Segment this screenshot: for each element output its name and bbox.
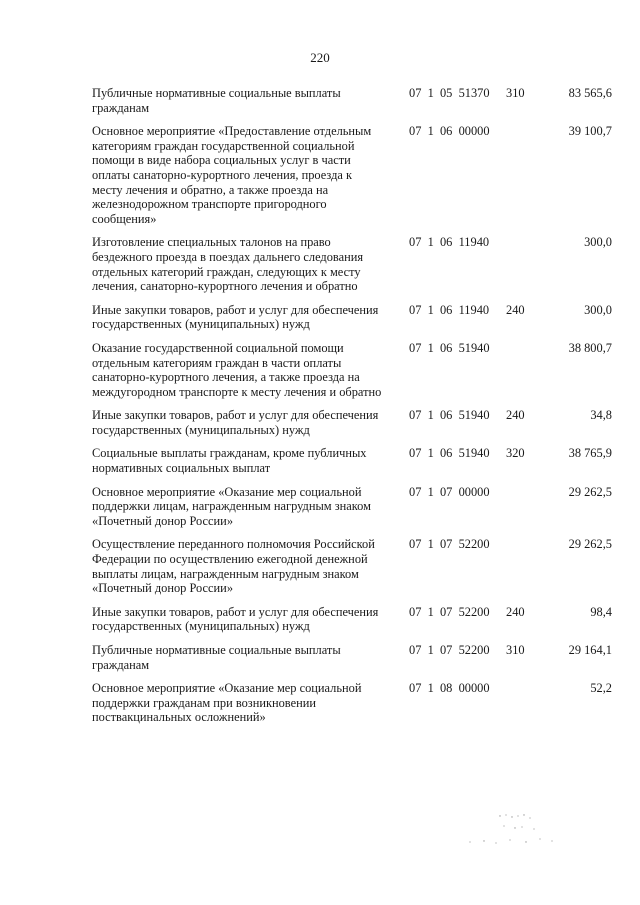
row-sum: 29 262,5: [568, 537, 612, 552]
row-sum: 83 565,6: [568, 86, 612, 100]
row-description: Основное мероприятие «Оказание мер социальной поддержки лицам, награжденным нагрудным знаком «Почетный донор России»: [92, 484, 371, 528]
row-description: Основное мероприятие «Оказание мер социальной поддержки гражданам при возникновении поствакцинальных осложнений»: [92, 681, 362, 725]
row-sum: 34,8: [590, 408, 612, 423]
row-expense-type: 240: [506, 408, 525, 423]
row-code: 07 1 07 52200: [409, 643, 490, 657]
row-description: Оказание государственной социальной помощи отдельным категориям граждан в части оплаты санаторно-курортного лечения, а также проезда на междугородном транспорте к месту лечения и обратно: [92, 340, 382, 399]
row-code: 07 1 07 00000: [409, 484, 490, 499]
row-description: Иные закупки товаров, работ и услуг для обеспечения государственных (муниципальных) нужд: [92, 604, 379, 634]
row-sum: 29 262,5: [568, 484, 612, 499]
row-description: Публичные нормативные социальные выплаты гражданам: [92, 643, 341, 672]
table-row: [92, 408, 612, 437]
row-description: Основное мероприятие «Предоставление отдельным категориям граждан государственной социальной помощи в виде набора социальных услуг в части оплаты санаторно-курортного лечения, проезда к месту лечения и обратно, а также проезда на железнодорожном транспорте пригородного сообщения»: [92, 124, 372, 226]
row-sum: 29 164,1: [568, 643, 612, 657]
row-description: Осуществление переданного полномочия Российской Федерации по осуществлению ежегодной денежной выплаты лицам, награжденным нагрудным знаком «Почетный донор России»: [92, 537, 375, 596]
table-row: [92, 235, 612, 293]
table-row: [92, 86, 612, 115]
table-row: [92, 605, 612, 634]
row-code: 07 1 06 51940: [409, 408, 490, 423]
row-expense-type: 240: [506, 302, 525, 317]
row-code: 07 1 08 00000: [409, 681, 490, 696]
row-code: 07 1 06 11940: [409, 235, 490, 250]
row-sum: 300,0: [584, 302, 612, 317]
row-expense-type: 310: [506, 86, 525, 100]
row-code: 07 1 06 51940: [409, 340, 490, 355]
table-row: [92, 681, 612, 725]
row-description: Изготовление специальных талонов на право бездежного проезда в поездах дальнего следования отдельных категорий граждан, следующих к месту лечения, санаторно-курортного лечения и обратно: [92, 235, 364, 294]
row-code: 07 1 07 52200: [409, 604, 490, 619]
row-code: 07 1 07 52200: [409, 537, 490, 552]
row-description: Иные закупки товаров, работ и услуг для обеспечения государственных (муниципальных) нужд: [92, 302, 379, 332]
row-code: 07 1 05 51370: [409, 86, 490, 100]
table-row: [92, 303, 612, 332]
table-row: [92, 341, 612, 399]
row-code: 07 1 06 11940: [409, 302, 490, 317]
row-description: Публичные нормативные социальные выплаты гражданам: [92, 86, 341, 115]
row-code: 07 1 06 51940: [409, 446, 490, 461]
row-description: Иные закупки товаров, работ и услуг для обеспечения государственных (муниципальных) нужд: [92, 408, 379, 437]
row-sum: 39 100,7: [568, 124, 612, 139]
row-code: 07 1 06 00000: [409, 124, 490, 139]
page-number: 220: [310, 50, 330, 65]
row-sum: 52,2: [590, 681, 612, 696]
row-expense-type: 320: [506, 446, 525, 461]
table-row: [92, 643, 612, 672]
row-sum: 38 765,9: [568, 446, 612, 461]
row-description: Социальные выплаты гражданам, кроме публичных нормативных социальных выплат: [92, 446, 367, 476]
table-row: [92, 537, 612, 595]
row-expense-type: 240: [506, 604, 525, 619]
table-row: [92, 485, 612, 529]
row-sum: 98,4: [590, 604, 612, 619]
row-expense-type: 310: [506, 643, 525, 657]
table-row: [92, 446, 612, 475]
row-sum: 300,0: [584, 235, 612, 250]
scan-noise-marks: [460, 812, 570, 852]
budget-table: [92, 86, 612, 734]
row-sum: 38 800,7: [568, 340, 612, 355]
table-row: [92, 124, 612, 226]
